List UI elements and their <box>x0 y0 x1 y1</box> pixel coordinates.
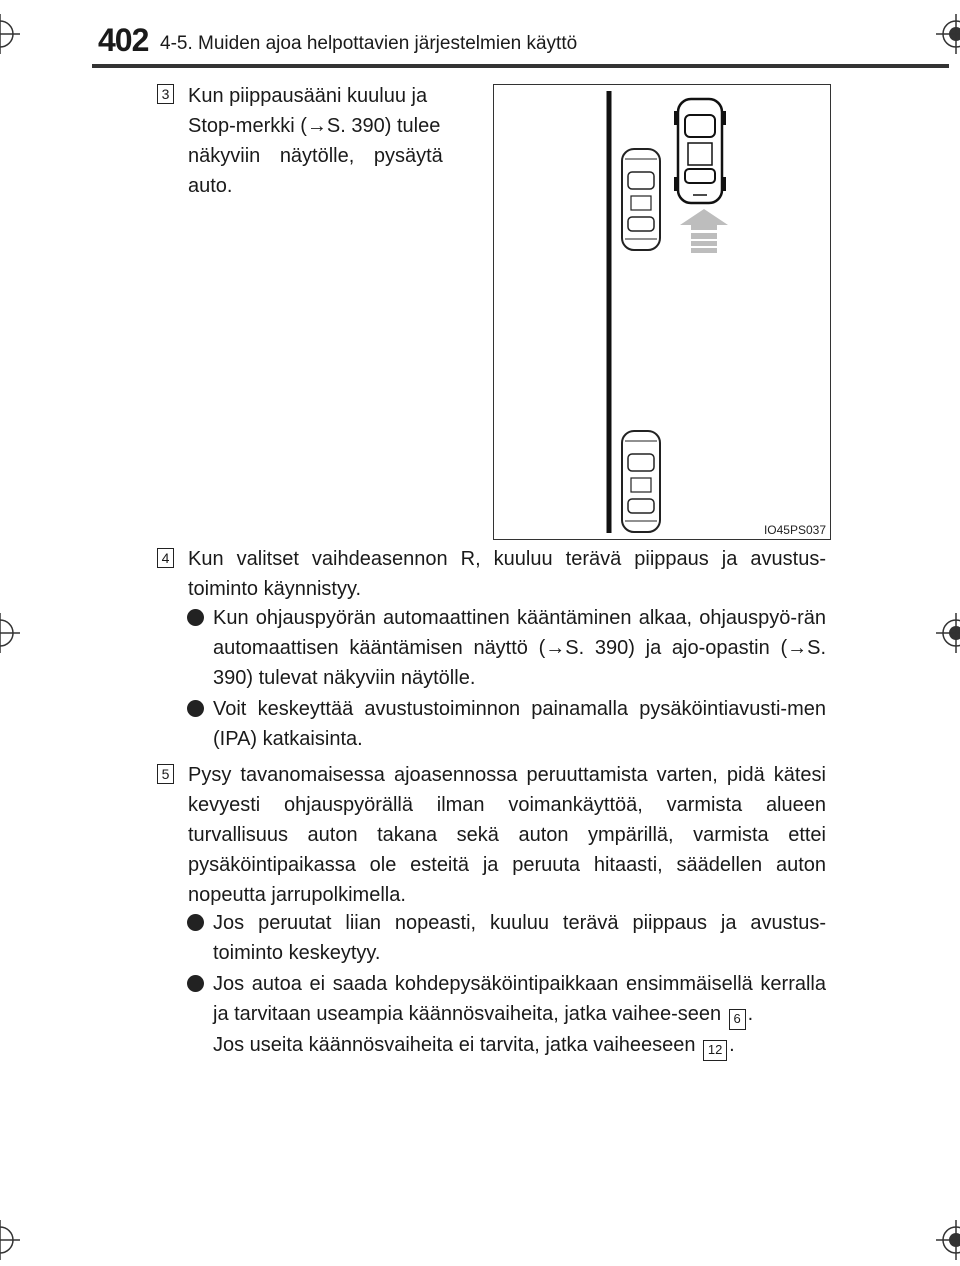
figure-code: IO45PS037 <box>763 523 826 537</box>
parked-car-icon <box>622 431 660 532</box>
bullet-icon <box>187 609 204 626</box>
bullet-icon <box>187 700 204 717</box>
parked-car-icon <box>622 149 660 250</box>
crop-mark-icon <box>936 613 960 653</box>
step-4-text: Kun valitset vaihdeasennon R, kuuluu terävä piippaus ja avustus-toiminto käynnistyy. <box>188 548 826 600</box>
crop-mark-icon <box>936 1220 960 1260</box>
bullet-reverse-too-fast: Jos peruutat liian nopeasti, kuuluu terävä piippaus ja avustus-toiminto keskeytyy. <box>213 908 826 968</box>
header-divider <box>92 64 949 68</box>
crop-mark-icon <box>936 14 960 54</box>
section-title: 4-5. Muiden ajoa helpottavien järjestelmien käyttö <box>160 33 578 54</box>
page-number: 402 <box>98 22 149 58</box>
crop-mark-icon <box>0 1220 20 1260</box>
step-3-badge: 3 <box>157 84 174 104</box>
crop-mark-icon <box>0 14 20 54</box>
arrow-up-icon <box>680 209 728 253</box>
step-12-reference: 12 <box>703 1040 727 1061</box>
crop-mark-icon <box>0 613 20 653</box>
step-3-text: Kun piippausääni kuuluu ja Stop-merkki (→S. 390) tulee näkyviin näytölle, pysäytä auto. <box>188 85 443 197</box>
step-5-badge: 5 <box>157 764 174 784</box>
step-5-text: Pysy tavanomaisessa ajoasennossa peruuttamista varten, pidä kätesi kevyesti ohjauspyörällä ilman voimankäyttöä, varmista alueen turvallisuus auton takana sekä auton ympärillä, varmista ettei pysäköintipaikassa ole esteitä ja peruuta hitaasti, säädellen auton nopeutta jarrupolkimella. <box>188 764 826 906</box>
bullet-icon <box>187 914 204 931</box>
bullet-multiple-turns: Jos autoa ei saada kohdepysäköintipaikkaan ensimmäisellä kerralla ja tarvitaan useampia käännösvaiheita, jatka vaihee-seen 6 . Jos useita käännösvaiheita ei tarvita, jatka vaiheeseen 12 . <box>213 969 826 1061</box>
bullet-auto-steering: Kun ohjauspyörän automaattinen kääntäminen alkaa, ohjauspyö-rän automaattisen kääntämisen näyttö (→S. 390) ja ajo-opastin (→S. 390) tulevat näkyviin näytölle. <box>213 603 826 693</box>
parking-scene-diagram <box>494 85 830 539</box>
parking-illustration <box>493 84 831 540</box>
step-6-reference: 6 <box>729 1009 746 1030</box>
step-4-badge: 4 <box>157 548 174 568</box>
bullet-icon <box>187 975 204 992</box>
own-car-icon <box>674 99 726 203</box>
bullet-ipa-switch: Voit keskeyttää avustustoiminnon painamalla pysäköintiavusti-men (IPA) katkaisinta. <box>213 694 826 754</box>
